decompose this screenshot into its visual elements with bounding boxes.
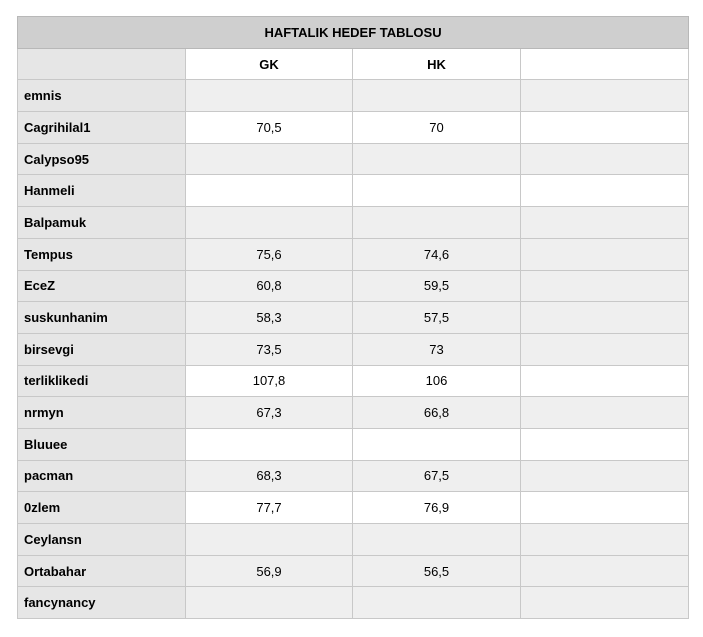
gk-value-cell: 73,5 — [186, 333, 353, 365]
extra-value-cell — [521, 524, 689, 556]
extra-value-cell — [521, 365, 689, 397]
row-name-cell: birsevgi — [18, 333, 186, 365]
table-row — [18, 397, 689, 429]
gk-value-cell: 58,3 — [186, 302, 353, 334]
row-name-cell: emnis — [18, 80, 186, 112]
row-name-cell: Tempus — [18, 238, 186, 270]
table-row — [18, 492, 689, 524]
row-name-cell: pacman — [18, 460, 186, 492]
gk-value-cell — [186, 175, 353, 207]
table-row — [18, 80, 689, 112]
table-row — [18, 555, 689, 587]
extra-value-cell — [521, 397, 689, 429]
extra-value-cell — [521, 333, 689, 365]
table-row — [18, 207, 689, 239]
table-row — [18, 175, 689, 207]
table-title: HAFTALIK HEDEF TABLOSU — [18, 17, 689, 49]
gk-value-cell: 67,3 — [186, 397, 353, 429]
table-row — [18, 365, 689, 397]
row-name-cell: Hanmeli — [18, 175, 186, 207]
header-row — [18, 48, 689, 80]
hk-value-cell — [353, 428, 521, 460]
gk-value-cell — [186, 80, 353, 112]
table-row — [18, 302, 689, 334]
gk-value-cell — [186, 207, 353, 239]
gk-value-cell: 70,5 — [186, 112, 353, 144]
gk-value-cell — [186, 428, 353, 460]
table-row — [18, 238, 689, 270]
table-row — [18, 428, 689, 460]
row-name-cell: EceZ — [18, 270, 186, 302]
row-name-cell: 0zlem — [18, 492, 186, 524]
gk-value-cell: 68,3 — [186, 460, 353, 492]
extra-value-cell — [521, 175, 689, 207]
extra-value-cell — [521, 587, 689, 619]
row-name-cell: fancynancy — [18, 587, 186, 619]
row-name-cell: terliklikedi — [18, 365, 186, 397]
gk-value-cell: 77,7 — [186, 492, 353, 524]
table-row — [18, 112, 689, 144]
row-name-cell: Calypso95 — [18, 143, 186, 175]
title-row — [18, 17, 689, 49]
row-name-cell: Ceylansn — [18, 524, 186, 556]
extra-value-cell — [521, 270, 689, 302]
hk-value-cell: 56,5 — [353, 555, 521, 587]
hk-value-cell: 59,5 — [353, 270, 521, 302]
hk-value-cell: 70 — [353, 112, 521, 144]
extra-value-cell — [521, 555, 689, 587]
hk-value-cell — [353, 143, 521, 175]
hk-value-cell: 57,5 — [353, 302, 521, 334]
extra-value-cell — [521, 80, 689, 112]
table-row — [18, 587, 689, 619]
hk-value-cell — [353, 207, 521, 239]
extra-value-cell — [521, 302, 689, 334]
table-row — [18, 460, 689, 492]
weekly-target-table — [17, 16, 689, 619]
extra-value-cell — [521, 112, 689, 144]
column-header-hk: HK — [353, 48, 521, 80]
hk-value-cell: 66,8 — [353, 397, 521, 429]
row-name-cell: nrmyn — [18, 397, 186, 429]
hk-value-cell: 74,6 — [353, 238, 521, 270]
table-body — [18, 17, 689, 619]
hk-value-cell — [353, 80, 521, 112]
hk-value-cell — [353, 524, 521, 556]
header-corner-cell — [18, 48, 186, 80]
extra-value-cell — [521, 460, 689, 492]
hk-value-cell: 106 — [353, 365, 521, 397]
gk-value-cell: 56,9 — [186, 555, 353, 587]
gk-value-cell — [186, 524, 353, 556]
hk-value-cell — [353, 175, 521, 207]
row-name-cell: suskunhanim — [18, 302, 186, 334]
column-header-gk: GK — [186, 48, 353, 80]
hk-value-cell: 73 — [353, 333, 521, 365]
gk-value-cell: 107,8 — [186, 365, 353, 397]
gk-value-cell — [186, 143, 353, 175]
gk-value-cell — [186, 587, 353, 619]
gk-value-cell: 75,6 — [186, 238, 353, 270]
extra-value-cell — [521, 143, 689, 175]
extra-value-cell — [521, 238, 689, 270]
table-row — [18, 333, 689, 365]
extra-value-cell — [521, 428, 689, 460]
table-row — [18, 270, 689, 302]
hk-value-cell — [353, 587, 521, 619]
hk-value-cell: 76,9 — [353, 492, 521, 524]
row-name-cell: Ortabahar — [18, 555, 186, 587]
extra-value-cell — [521, 207, 689, 239]
row-name-cell: Balpamuk — [18, 207, 186, 239]
gk-value-cell: 60,8 — [186, 270, 353, 302]
hk-value-cell: 67,5 — [353, 460, 521, 492]
extra-value-cell — [521, 492, 689, 524]
table-row — [18, 524, 689, 556]
table-row — [18, 143, 689, 175]
row-name-cell: Cagrihilal1 — [18, 112, 186, 144]
row-name-cell: Bluuee — [18, 428, 186, 460]
column-header-extra — [521, 48, 689, 80]
